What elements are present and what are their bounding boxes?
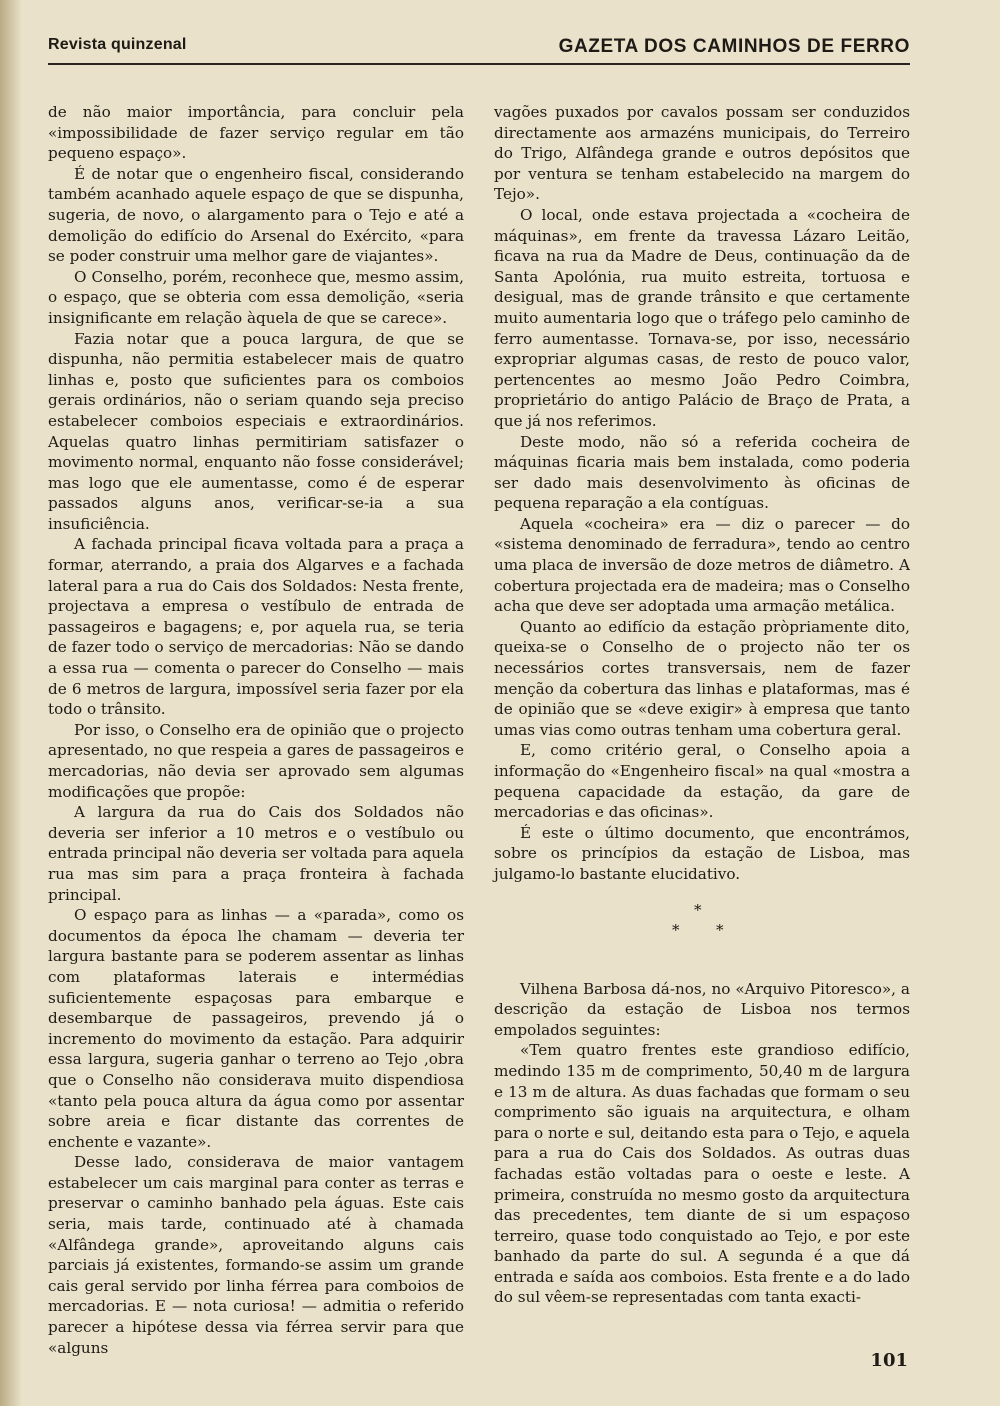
page-shadow [0, 0, 22, 1406]
paragraph: O local, onde estava projectada a «cocheira de máquinas», em frente da travessa Lázaro Leitão, ficava na rua da Madre de Deus, continuação da de Santa Apolónia, rua muito estreita, tortuosa e desigual, mas de grande trânsito e que certamente muito aumentaria logo que o tráfego pelo caminho de ferro aumentasse. Tornava-se, por isso, necessário expropriar algumas casas, de resto de pouco valor, pertencentes ao mesmo João Pedro Coimbra, proprietário do antigo Palácio de Braço de Prata, a que já nos referimos. [494, 205, 910, 430]
header-left: Revista quinzenal [48, 36, 187, 53]
header-right: GAZETA DOS CAMINHOS DE FERRO [558, 36, 910, 57]
right-column [494, 102, 910, 1308]
paragraph: O Conselho, porém, reconhece que, mesmo assim, o espaço, que se obteria com essa demolição, «seria insignificante em relação àquela de que se carece». [48, 267, 464, 327]
separator-star: * [716, 920, 724, 939]
header-rule [48, 63, 910, 65]
paragraph: É este o último documento, que encontrámos, sobre os princípios da estação de Lisboa, mas julgamo-lo bastante elucidativo. [494, 823, 910, 883]
section-separator [494, 901, 910, 941]
paragraph: Deste modo, não só a referida cocheira de máquinas ficaria mais bem instalada, como poderia ser dado mais desenvolvimento às oficinas de pequena reparação a ela contíguas. [494, 432, 910, 513]
page-number: 101 [870, 1350, 908, 1371]
paragraph: Quanto ao edifício da estação pròpriamente dito, queixa-se o Conselho de o projecto não ter os necessários cortes transversais, nem de fazer menção da cobertura das linhas e plataformas, mas é de opinião que se «deve exigir» à empresa que tanto umas vias como outras tenham uma cobertura geral. [494, 617, 910, 739]
separator-star: * [672, 920, 680, 939]
paragraph: E, como critério geral, o Conselho apoia a informação do «Engenheiro fiscal» na qual «mostra a pequena capacidade da estação, da gare de mercadorias e das oficinas». [494, 741, 910, 822]
paragraph: vagões puxados por cavalos possam ser conduzidos directamente aos armazéns municipais, do Terreiro do Trigo, Alfândega grande e outros depósitos que por ventura se tenham estabelecido na margem do Tejo». [494, 103, 910, 204]
paragraph: A largura da rua do Cais dos Soldados não deveria ser inferior a 10 metros e o vestíbulo ou entrada principal não deveria ser voltada para aquela rua mas sim para a praça fronteira à fachada principal. [48, 803, 464, 904]
separator-star: * [694, 900, 702, 919]
left-column [48, 102, 464, 1358]
paragraph: Desse lado, considerava de maior vantagem estabelecer um cais marginal para conter as terras e preservar o caminho banhado pela águas. Este cais seria, mais tarde, continuado até à chamada «Alfândega grande», aproveitando alguns cais parciais já existentes, formando-se assim um grande cais geral servido por linha férrea para comboios de mercadorias. E — nota curiosa! — admitia o referido parecer a hipótese dessa via férrea servir para que «alguns [48, 1153, 464, 1357]
paragraph: Fazia notar que a pouca largura, de que se dispunha, não permitia estabelecer mais de quatro linhas e, posto que suficientes para os comboios gerais ordinários, não o seriam quando seja preciso estabelecer comboios especiais e extraordinários. Aquelas quatro linhas permitiriam satisfazer o movimento normal, enquanto não fosse considerável; mas logo que ele aumentasse, como é de esperar passados alguns anos, verificar-se-ia a sua insuficiência. [48, 329, 464, 533]
paragraph: Vilhena Barbosa dá-nos, no «Arquivo Pitoresco», a descrição da estação de Lisboa nos termos empolados seguintes: [494, 979, 910, 1039]
section-gap [494, 941, 910, 979]
paragraph: Por isso, o Conselho era de opinião que o projecto apresentado, no que respeia a gares de passageiros e mercadorias, não devia ser aprovado sem algumas modificações que propõe: [48, 720, 464, 801]
paragraph: «Tem quatro frentes este grandioso edifício, medindo 135 m de comprimento, 50,40 m de largura e 13 m de altura. As duas fachadas que formam o seu comprimento são iguais na arquitectura, e olham para o norte e sul, deitando esta para o Tejo, e aquela para a rua do Cais dos Soldados. As outras duas fachadas estão voltadas para o oeste e leste. A primeira, construída no mesmo gosto da arquitectura das precedentes, tem diante de si um espaçoso terreiro, quase todo conquistado ao Tejo, e por este banhado da parte do sul. A segunda é a que dá entrada e saída aos comboios. Esta frente e a do lado do sul vêem-se representadas com tanta exacti- [494, 1041, 910, 1307]
paragraph: de não maior importância, para concluir pela «impossibilidade de fazer serviço regular em tão pequeno espaço». [48, 103, 464, 163]
paragraph: A fachada principal ficava voltada para a praça a formar, aterrando, a praia dos Algarves e a fachada lateral para a rua do Cais dos Soldados: Nesta frente, projectava a empresa o vestíbulo de entrada de passageiros e bagagens; e, por aquela rua, se teria de fazer todo o serviço de mercadorias: Não se dando a essa rua — comenta o parecer do Conselho — mais de 6 metros de largura, impossível seria fazer por ela todo o trânsito. [48, 535, 464, 719]
paragraph: É de notar que o engenheiro fiscal, considerando também acanhado aquele espaço de que se dispunha, sugeria, de novo, o alargamento para o Tejo e até a demolição do edifício do Arsenal do Exército, «para se poder construir uma melhor gare de viajantes». [48, 164, 464, 266]
running-header [48, 36, 910, 62]
paragraph: O espaço para as linhas — a «parada», como os documentos da época lhe chamam — deveria ter largura bastante para se poderem assentar as linhas com plataformas laterais e intermédias suficientemente espaçosas para embarque e desembarque de passageiros, prevendo já o incremento do movimento da estação. Para adquirir essa largura, sugeria ganhar o terreno ao Tejo ,obra que o Conselho não considerava muito dispendiosa «tanto pela pouca altura da água como por assentar sobre areia e ficar distante das correntes de enchente e vazante». [48, 906, 464, 1151]
paragraph: Aquela «cocheira» era — diz o parecer — do «sistema denominado de ferradura», tendo ao centro uma placa de inversão de doze metros de diâmetro. A cobertura projectada era de madeira; mas o Conselho acha que deve ser adoptada uma armação metálica. [494, 514, 910, 616]
